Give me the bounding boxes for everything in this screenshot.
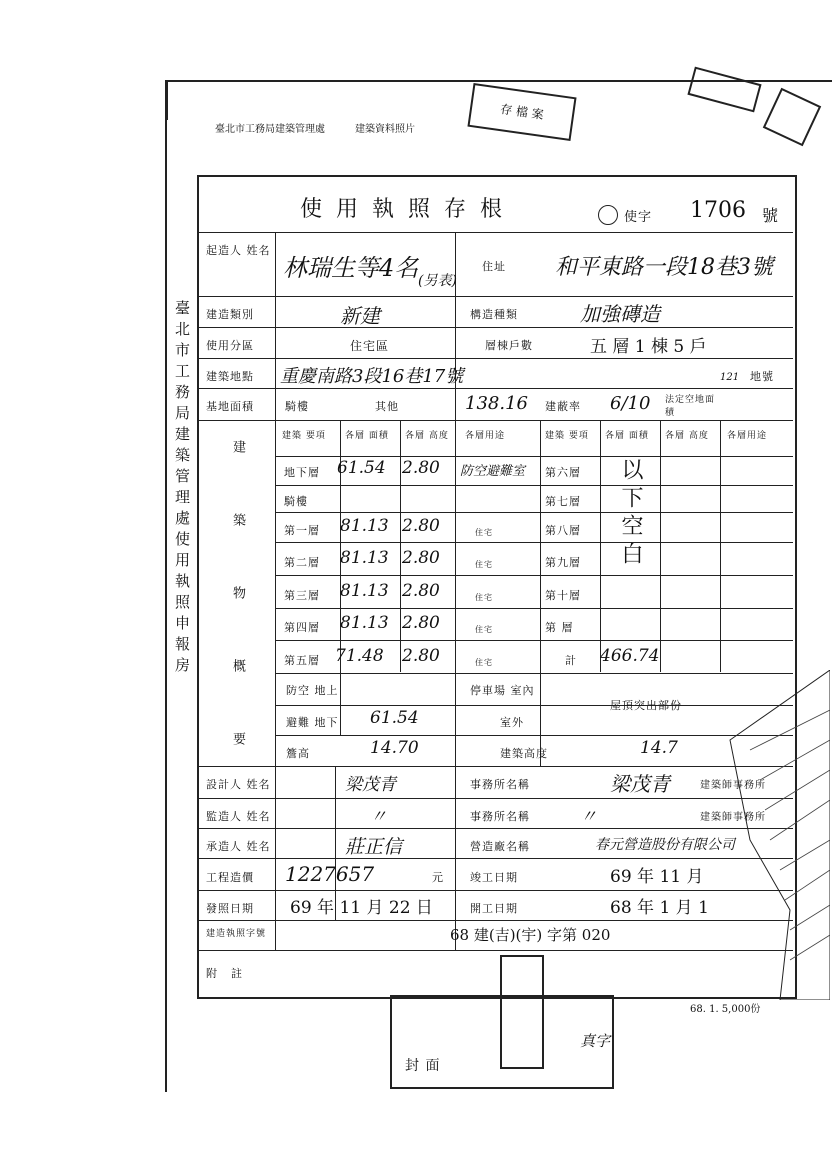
col-header-height: 各層 高度 [405, 431, 449, 441]
right-floor-name: 第九層 [545, 556, 581, 569]
total-label: 計 [565, 654, 577, 667]
floor-area: 61.54 [337, 458, 386, 478]
designer-office-value: 梁茂青 [610, 772, 670, 796]
floor-use: 住宅 [475, 560, 493, 569]
use-zone-label: 使用分區 [206, 339, 254, 352]
completion-value: 69 年 11 月 [610, 867, 704, 887]
floor-name: 第五層 [284, 654, 320, 667]
col-header-area-right: 各層 面積 [605, 431, 649, 441]
left-margin-text: 臺北市工務局建築管理處使用執照申報房 [173, 300, 191, 678]
contractor-firm-label: 營造廠名稱 [470, 840, 530, 853]
floor-area: 81.13 [340, 516, 389, 536]
parking-outdoor-label: 室外 [500, 716, 524, 729]
contractor-value: 莊正信 [345, 836, 403, 858]
structure-value: 加強磚造 [580, 302, 660, 326]
note-label: 附註 [206, 967, 256, 980]
address-label: 住址 [482, 260, 506, 273]
address-value: 和平東路一段18巷3號 [555, 255, 773, 280]
coverage-value: 6/10 [610, 393, 651, 414]
number-suffix: 號 [762, 206, 780, 225]
base-area-label: 基地面積 [206, 400, 254, 413]
right-floor-name: 第 層 [545, 621, 574, 634]
agency-right-stamp: 建築資料照片 [355, 124, 415, 135]
shelter-label: 防空 地上 [286, 684, 339, 697]
floor-height: 2.80 [402, 646, 440, 666]
evac-value: 61.54 [370, 708, 419, 728]
col-header-area: 各層 面積 [345, 431, 389, 441]
applicant-note: (另表) [418, 273, 457, 289]
right-floor-name: 第七層 [545, 495, 581, 508]
seal-circle-icon [598, 205, 618, 225]
floor-area: 81.13 [340, 548, 389, 568]
use-zone-value: 住宅區 [350, 339, 390, 353]
cost-label: 工程造價 [206, 871, 254, 884]
legal-open-label: 法定空地面積 [665, 395, 716, 418]
eaves-label: 簷高 [286, 747, 310, 760]
permit-label: 建造執照字號 [206, 929, 267, 939]
floor-height: 2.80 [402, 581, 440, 601]
floor-use: 住宅 [475, 658, 493, 667]
site-lot-label: 地號 [750, 370, 774, 383]
evac-label: 避難 地下 [286, 716, 339, 729]
floor-height: 2.80 [402, 458, 440, 478]
floor-name: 第四層 [284, 621, 320, 634]
coverage-label: 建蔽率 [545, 400, 581, 413]
floor-use: 住宅 [475, 593, 493, 602]
blank-below-stamp: 以下空白 [618, 458, 643, 570]
bottom-stamp-text: 封 面 [405, 1058, 441, 1074]
supervisor-office-suffix: 建築師事務所 [700, 812, 766, 823]
bottom-seal-strip [500, 955, 544, 1069]
floor-area: 71.48 [335, 646, 384, 666]
col-header-use-right: 各層用途 [727, 431, 768, 441]
arcade-label: 騎樓 [285, 400, 309, 413]
building-section-label: 建築物概要 [230, 440, 245, 805]
contractor-label: 承造人 姓名 [206, 840, 271, 853]
floor-name: 第二層 [284, 556, 320, 569]
torn-corner-shading [690, 670, 830, 1000]
site-value: 重慶南路3段16巷17號 [280, 366, 464, 387]
print-note: 68. 1. 5,000份 [690, 1004, 761, 1015]
floor-use: 防空避難室 [460, 464, 526, 479]
col-header-item-right: 建築 要項 [545, 431, 589, 441]
supervisor-label: 監造人 姓名 [206, 810, 271, 823]
col-header-item: 建築 要項 [282, 431, 326, 441]
designer-value: 梁茂青 [345, 775, 396, 795]
designer-office-label: 事務所名稱 [470, 778, 530, 791]
floor-height: 2.80 [402, 613, 440, 633]
floors-label: 層棟戶數 [485, 339, 533, 352]
floor-use: 住宅 [475, 528, 493, 537]
col-header-height-right: 各層 高度 [665, 431, 709, 441]
designer-office-suffix: 建築師事務所 [700, 780, 766, 791]
parking-indoor-label: 停車場 室內 [470, 684, 535, 697]
building-type-value: 新建 [340, 304, 380, 328]
site-lot-value: 121 [720, 372, 740, 383]
right-floor-name: 第六層 [545, 466, 581, 479]
supervisor-value: 〃 [370, 807, 387, 827]
structure-label: 構造種類 [470, 308, 518, 321]
bottom-right-mark: 真字 [580, 1032, 611, 1050]
site-label: 建築地點 [206, 370, 254, 383]
completion-label: 竣工日期 [470, 871, 518, 884]
permit-value: 68 建(吉)(宇) 字第 020 [450, 926, 611, 944]
right-floor-name: 第八層 [545, 524, 581, 537]
col-header-use: 各層用途 [465, 431, 506, 441]
right-floor-name: 第十層 [545, 589, 581, 602]
floor-height: 2.80 [402, 516, 440, 536]
building-height-value: 14.7 [640, 738, 678, 758]
number-prefix: 使字 [624, 210, 653, 225]
permit-number: 1706 [690, 198, 746, 223]
supervisor-office-label: 事務所名稱 [470, 810, 530, 823]
floor-area: 81.13 [340, 613, 389, 633]
issue-value: 69 年 11 月 22 日 [290, 898, 433, 918]
building-height-label: 建築高度 [500, 747, 548, 760]
cost-unit: 元 [432, 871, 444, 884]
floor-name: 騎樓 [284, 495, 308, 508]
eaves-value: 14.70 [370, 738, 419, 758]
floor-name: 第三層 [284, 589, 320, 602]
applicant-value: 林瑞生等4名 [283, 254, 419, 282]
cost-value: 1227657 [285, 862, 375, 886]
designer-label: 設計人 姓名 [206, 778, 271, 791]
agency-left-stamp: 臺北市工務局建築管理處 [215, 124, 325, 135]
other-label: 其他 [375, 400, 399, 413]
start-value: 68 年 1 月 1 [610, 898, 709, 918]
applicant-label: 起造人 姓名 [206, 244, 271, 257]
top-archive-stamp: 存 檔 案 [467, 83, 576, 141]
form-title: 使用執照存根 [300, 197, 517, 222]
floor-name: 第一層 [284, 524, 320, 537]
building-type-label: 建造類別 [206, 308, 254, 321]
roof-label: 屋頂突出部份 [610, 699, 682, 712]
issue-label: 發照日期 [206, 902, 254, 915]
paper-corner-mark [165, 80, 168, 120]
start-label: 開工日期 [470, 902, 518, 915]
other-value: 138.16 [465, 393, 528, 414]
floor-use: 住宅 [475, 625, 493, 634]
floor-area: 81.13 [340, 581, 389, 601]
floor-height: 2.80 [402, 548, 440, 568]
floors-value: 五 層 1 棟 5 戶 [590, 337, 707, 357]
total-value: 466.74 [600, 646, 660, 666]
supervisor-office-value: 〃 [580, 807, 597, 827]
floor-name: 地下層 [284, 466, 320, 479]
contractor-firm-value: 春元營造股份有限公司 [595, 837, 735, 853]
